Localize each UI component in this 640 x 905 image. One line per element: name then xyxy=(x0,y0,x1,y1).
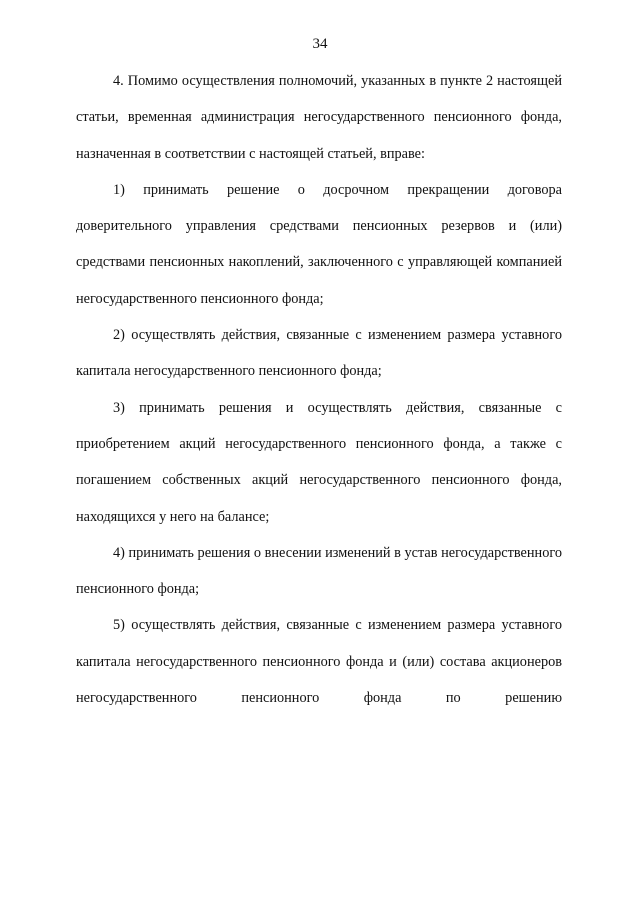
paragraph-subitem-2: 2) осуществлять действия, связанные с изменением размера уставного капитала негосударственного пенсионного фонда; xyxy=(76,327,562,380)
page-number: 34 xyxy=(312,36,328,52)
paragraph-subitem-5: 5) осуществлять действия, связанные с изменением размера уставного капитала негосударственного пенсионного фонда и (или) состава акционеров негосударственного пенсионного фонда по решению xyxy=(76,617,562,707)
paragraph-subitem-3: 3) принимать решения и осуществлять действия, связанные с приобретением акций негосударственного пенсионного фонда, а также с погашением собственных акций негосударственного пенсионного фонда, находящихся у него на балансе; xyxy=(76,399,562,525)
document-body xyxy=(76,63,562,716)
paragraph-item-4: 4. Помимо осуществления полномочий, указанных в пункте 2 настоящей статьи, временная администрация негосударственного пенсионного фонда, назначенная в соответствии с настоящей статьей, вправе: xyxy=(76,73,562,162)
paragraph-subitem-1: 1) принимать решение о досрочном прекращении договора доверительного управления средствами пенсионных резервов и (или) средствами пенсионных накоплений, заключенного с управляющей компанией негосударственного пенсионного фонда; xyxy=(76,181,562,307)
paragraph-subitem-4: 4) принимать решения о внесении изменений в устав негосударственного пенсионного фонда; xyxy=(76,544,562,598)
